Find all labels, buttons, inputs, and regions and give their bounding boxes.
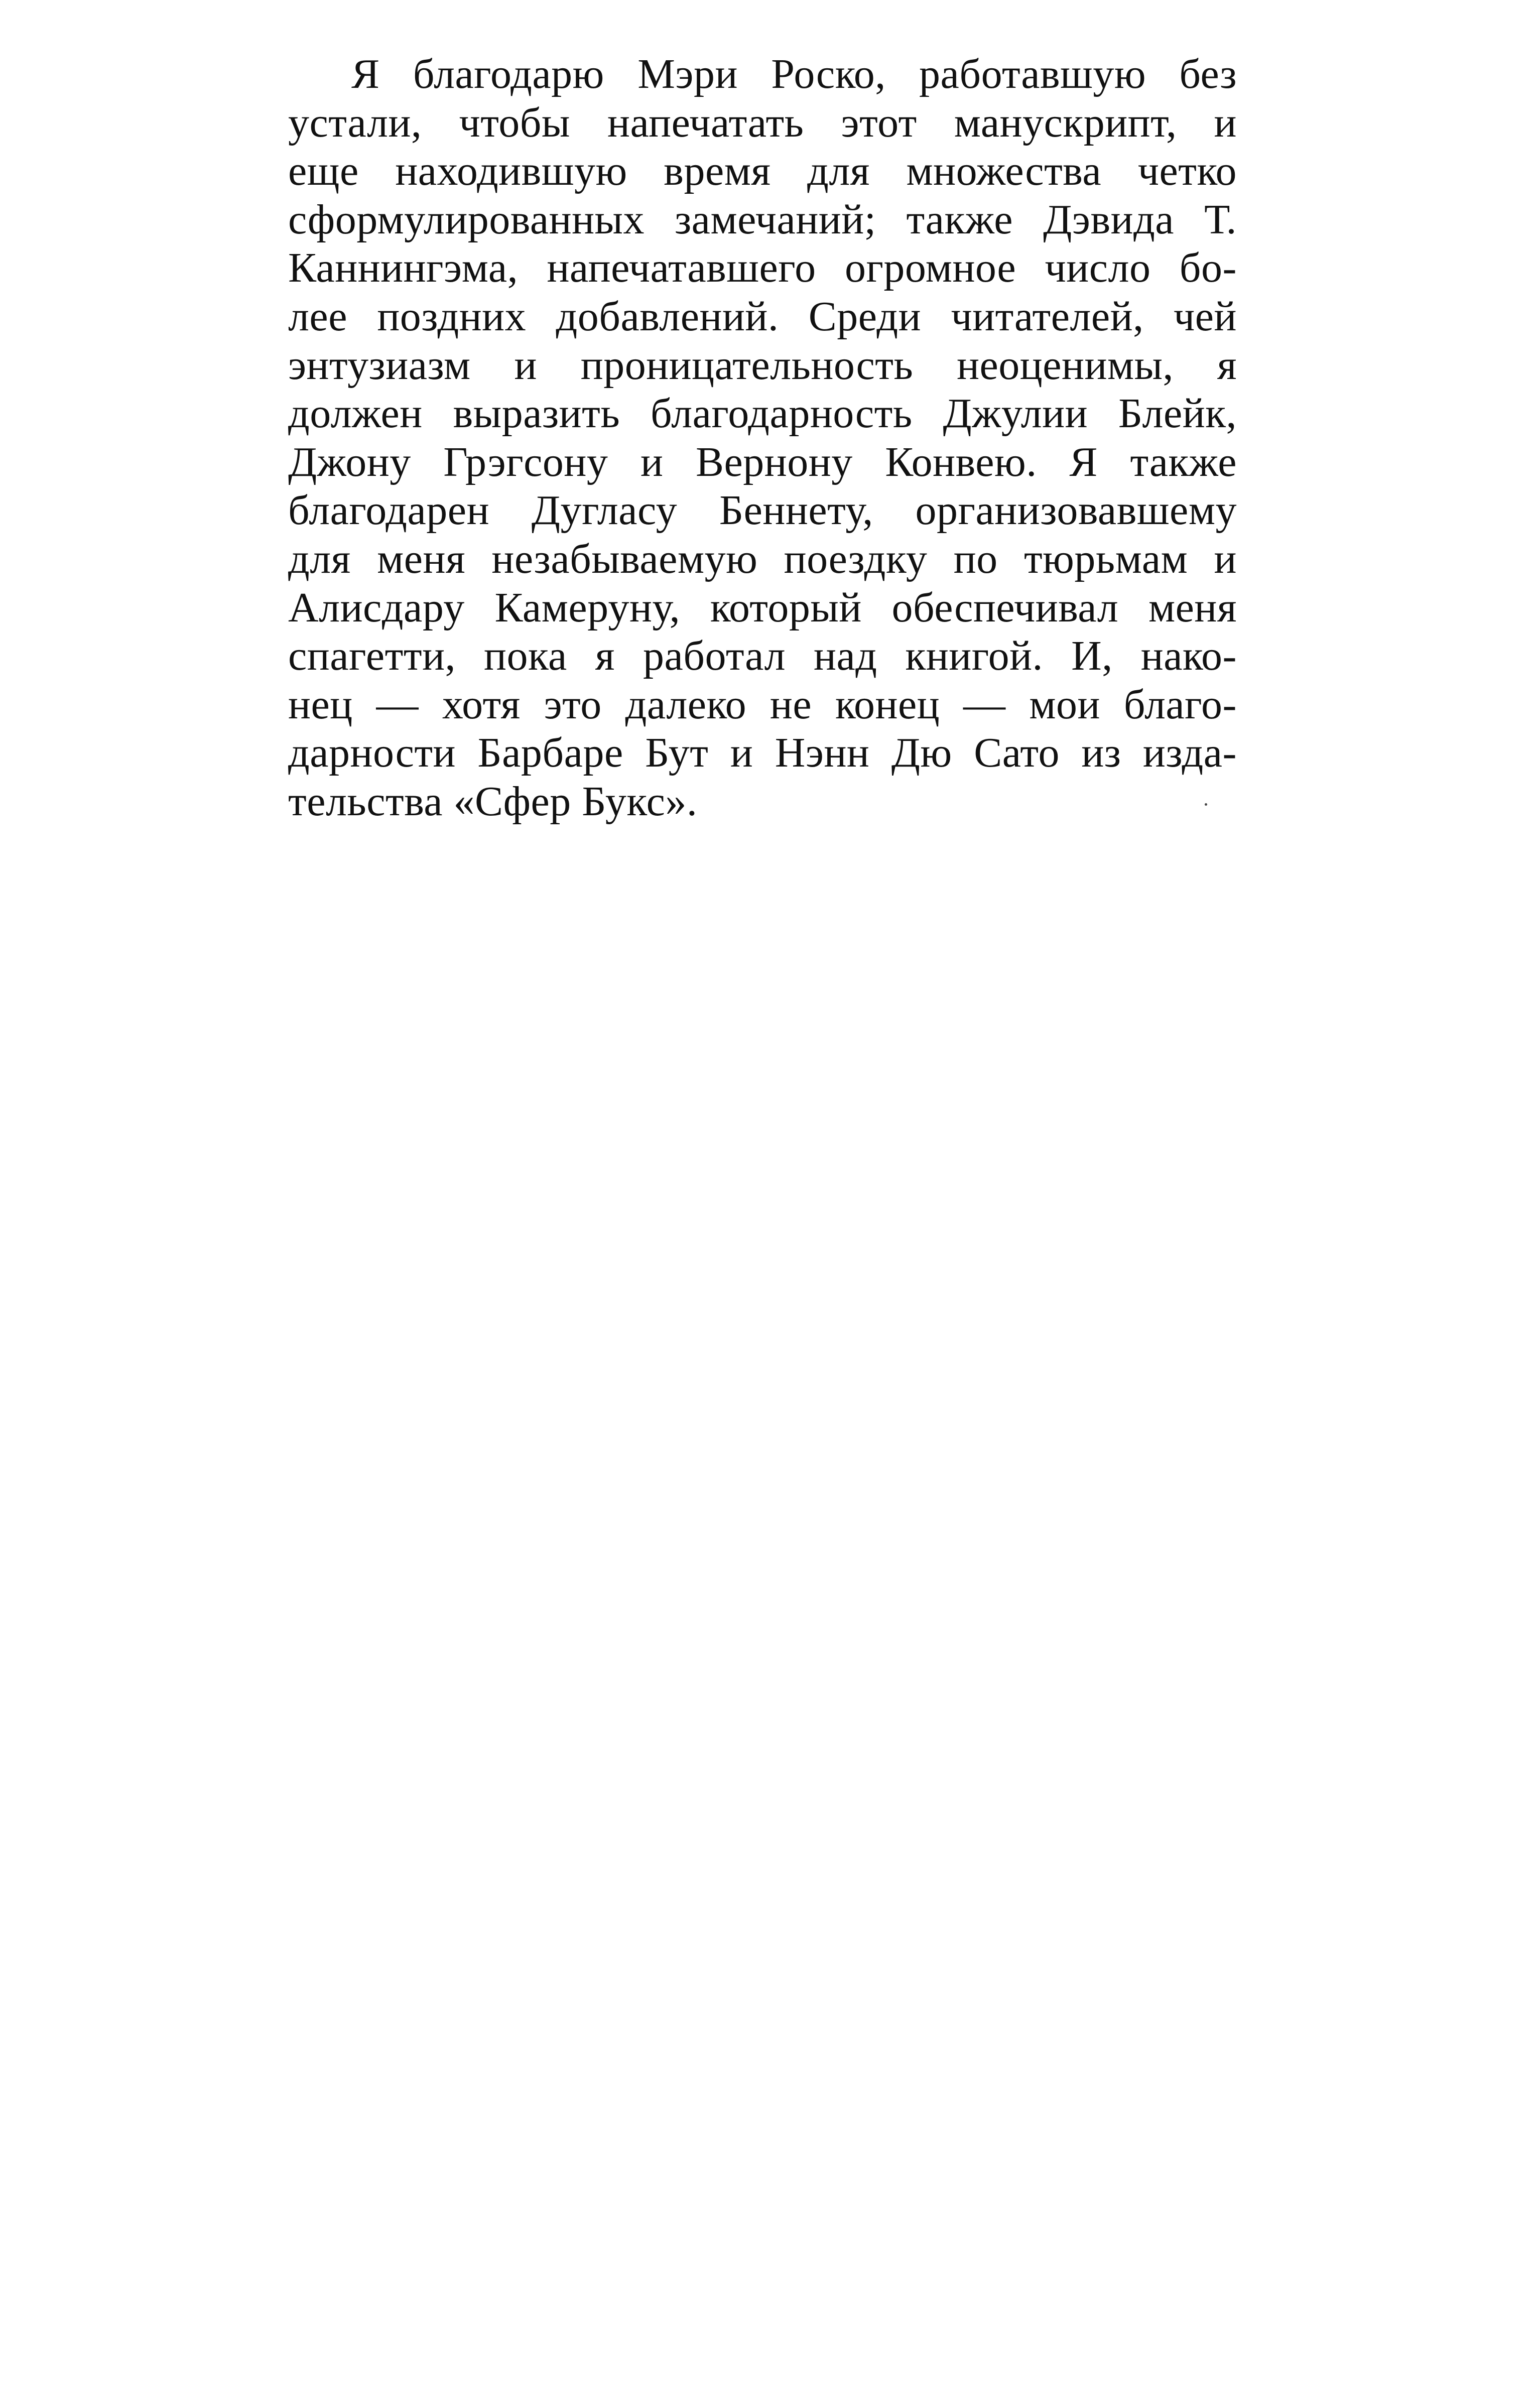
paragraph-line: еще находившую время для множества четко (288, 148, 1237, 195)
paragraph-line: нец — хотя это далеко не конец — мои благо- (288, 681, 1237, 728)
acknowledgements-paragraph (288, 50, 1237, 826)
paragraph-line: сформулированных замечаний; также Дэвида Т. (288, 196, 1237, 243)
scan-speck (1205, 803, 1207, 806)
paragraph-line: Я благодарю Мэри Роско, работавшую без (351, 51, 1237, 97)
paragraph-line: тельства «Сфер Букс». (288, 778, 698, 825)
paragraph-line: устали, чтобы напечатать этот манускрипт, и (288, 99, 1237, 146)
paragraph-line: спагетти, пока я работал над книгой. И, нако- (288, 633, 1237, 680)
paragraph-line: для меня незабываемую поездку по тюрьмам и (288, 535, 1237, 582)
paragraph-line: Алисдару Камеруну, который обеспечивал меня (288, 584, 1237, 631)
paragraph-line: энтузиазм и проницательность неоценимы, я (288, 341, 1237, 389)
paragraph-line: Джону Грэгсону и Вернону Конвею. Я также (288, 438, 1237, 485)
paragraph-line: должен выразить благодарность Джулии Блейк, (288, 390, 1237, 437)
paragraph-line: благодарен Дугласу Беннету, организовавшему (288, 487, 1237, 534)
paragraph-line: дарности Барбаре Бут и Нэнн Дю Сато из изда- (288, 729, 1237, 777)
paragraph-line: лее поздних добавлений. Среди читателей, чей (288, 293, 1237, 340)
paragraph-line: Каннингэма, напечатавшего огромное число бо- (288, 244, 1237, 292)
